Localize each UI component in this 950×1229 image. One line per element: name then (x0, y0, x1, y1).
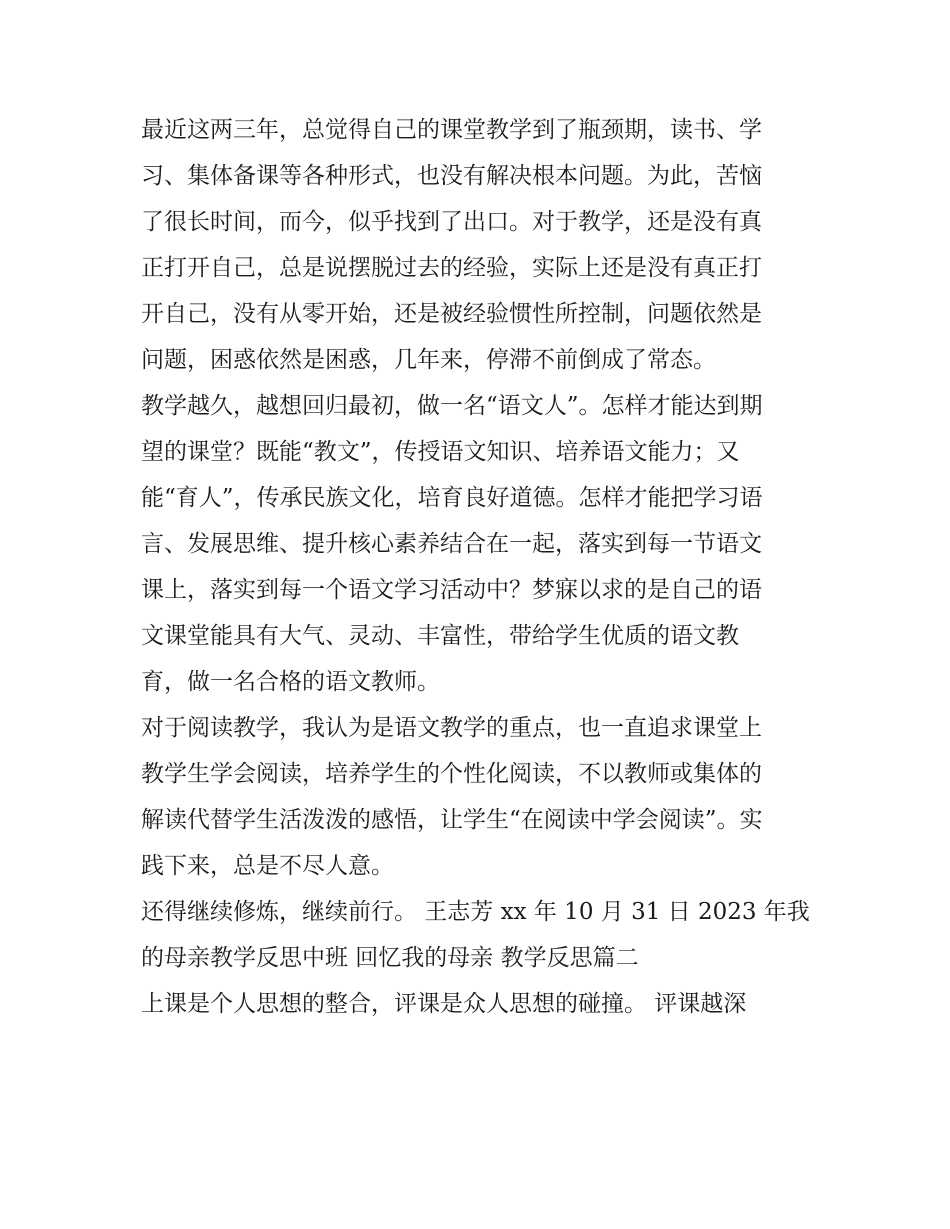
text-line: 还得继续修炼，继续前行。 王志芳 xx 年 10 月 31 日 2023 年我 (141, 899, 810, 925)
text-line: 的母亲教学反思中班 回忆我的母亲 教学反思篇二 (141, 945, 639, 971)
document-body (141, 107, 821, 1027)
text-line: 习、集体备课等各种形式，也没有解决根本问题。为此，苦恼 (141, 163, 762, 189)
text-line: 望的课堂？既能“教文”，传授语文知识、培养语文能力；又 (141, 439, 740, 465)
text-line: 育，做一名合格的语文教师。 (141, 669, 440, 695)
text-line: 开自己，没有从零开始，还是被经验惯性所控制，问题依然是 (141, 301, 762, 327)
text-line: 课上，落实到每一个语文学习活动中？梦寐以求的是自己的语 (141, 577, 762, 603)
text-line: 最近这两三年，总觉得自己的课堂教学到了瓶颈期，读书、学 (141, 117, 762, 143)
text-line: 对于阅读教学，我认为是语文教学的重点，也一直追求课堂上 (141, 715, 762, 741)
text-line: 践下来，总是不尽人意。 (141, 853, 394, 879)
text-line: 问题，困惑依然是困惑，几年来，停滞不前倒成了常态。 (141, 347, 716, 373)
text-line: 文课堂能具有大气、灵动、丰富性，带给学生优质的语文教 (141, 623, 739, 649)
text-line: 教学生学会阅读，培养学生的个性化阅读，不以教师或集体的 (141, 761, 762, 787)
text-line: 上课是个人思想的整合，评课是众人思想的碰撞。 评课越深 (141, 991, 747, 1017)
text-line: 了很长时间，而今，似乎找到了出口。对于教学，还是没有真 (141, 209, 762, 235)
text-line: 教学越久，越想回归最初，做一名“语文人”。怎样才能达到期 (141, 393, 763, 419)
text-line: 能“育人”，传承民族文化，培育良好道德。怎样才能把学习语 (141, 485, 763, 511)
text-line: 解读代替学生活泼泼的感悟，让学生“在阅读中学会阅读”。实 (141, 807, 763, 833)
text-line: 言、发展思维、提升核心素养结合在一起，落实到每一节语文 (141, 531, 762, 557)
text-line: 正打开自己，总是说摆脱过去的经验，实际上还是没有真正打 (141, 255, 762, 281)
